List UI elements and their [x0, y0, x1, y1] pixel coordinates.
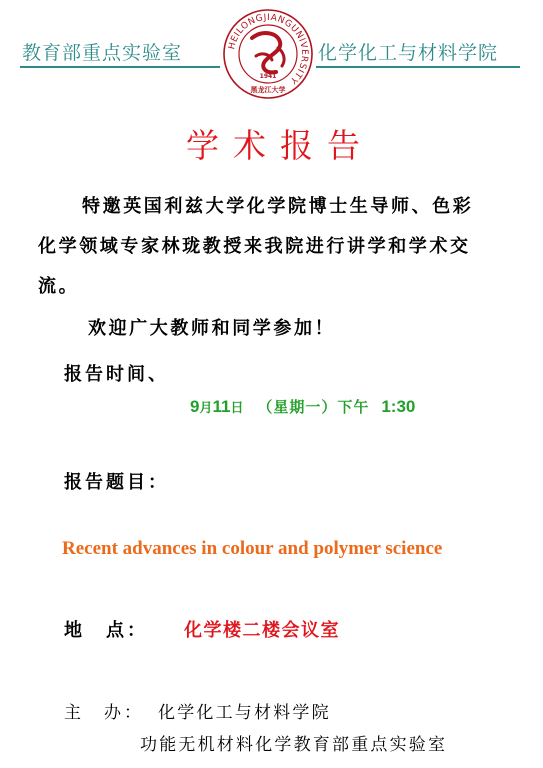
host-org-2: 功能无机材料化学教育部重点实验室	[140, 735, 448, 755]
time-day-char: 日	[230, 401, 244, 416]
time-label: 报告时间、	[64, 364, 169, 385]
time-day-num: 11	[212, 397, 231, 416]
header-left-rule	[20, 66, 220, 68]
welcome-text: 欢迎广大教师和同学参加！	[88, 318, 336, 339]
logo-ring-text: HEILONGJIANGUNIVERSITY	[227, 12, 310, 86]
topic-value: Recent advances in colour and polymer science	[62, 538, 443, 559]
time-month-num: 9	[190, 397, 200, 416]
time-value	[190, 396, 415, 417]
venue-label: 地 点：	[64, 620, 148, 641]
logo-year: 1941	[259, 73, 277, 80]
host-label: 主 办：	[64, 703, 144, 723]
header-right-text: 化学化工与材料学院	[318, 42, 499, 64]
header-right-rule	[316, 66, 520, 68]
header-left-text: 教育部重点实验室	[22, 42, 183, 64]
venue-value: 化学楼二楼会议室	[184, 620, 340, 641]
time-month-char: 月	[199, 401, 213, 416]
page-title: 学术报告	[186, 126, 374, 165]
host-org-1: 化学化工与材料学院	[158, 703, 331, 723]
intro-line-2: 化学领域专家林珑教授来我院进行讲学和学术交	[38, 236, 471, 257]
intro-line-1: 特邀英国利兹大学化学院博士生导师、色彩	[82, 196, 474, 217]
logo-bottom-text: 黑龙江大学	[250, 85, 286, 94]
intro-line-3: 流。	[38, 276, 80, 297]
topic-label: 报告题目：	[64, 472, 169, 493]
time-weekday: （星期一）下午	[257, 398, 370, 416]
university-logo	[222, 8, 314, 100]
time-clock: 1:30	[381, 397, 416, 416]
